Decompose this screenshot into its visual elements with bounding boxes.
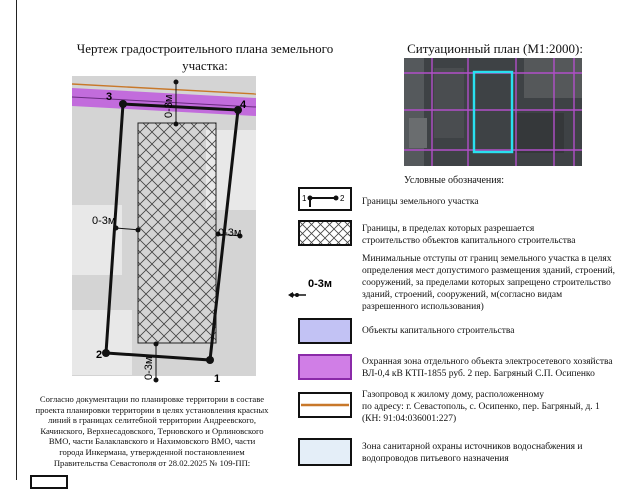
frame-border-line	[16, 0, 17, 480]
parcel-drawing-svg	[20, 60, 290, 390]
corner-point-1	[206, 356, 214, 364]
drawing-title-line2: участка:	[182, 58, 228, 73]
legend-symbol-sanitary-zone	[298, 438, 352, 466]
legend-text-capital-objects	[362, 325, 514, 337]
offset-label-bottom: 0-3м	[143, 356, 155, 380]
legend-line: разрешенного использования)	[362, 302, 484, 312]
legend-offset-label: 0-3м	[308, 278, 333, 290]
note-line: линий в границах селитебной территории Андреевского,	[48, 415, 256, 426]
legend-line: Охранная зона отдельного объекта электросетевого хозяйства	[362, 357, 613, 367]
legend-symbol-offsets	[286, 276, 348, 300]
drawing-title-line1: Чертеж градостроительного плана земельного	[76, 41, 334, 56]
planning-note	[22, 394, 282, 468]
note-line: Качинского, Верхнесадовского, Терновского и Орлиновского	[40, 425, 264, 436]
legend-text-construction-zone	[362, 223, 575, 247]
point-label-3: 3	[106, 91, 113, 103]
note-line: проекта планировки территории в целях установления красных	[35, 404, 269, 415]
legend-symbol-parcel-boundary	[298, 187, 352, 211]
legend-line: (КН: 91:04:036001:227)	[362, 414, 457, 424]
legend-line: зданий, строений, сооружений, м(согласно видам	[362, 290, 563, 300]
legend-text-gas-pipeline	[362, 389, 600, 425]
legend-line: водопроводов питьевого назначения	[362, 454, 509, 464]
offset-label-left: 0-3м	[92, 215, 116, 227]
offset-label-right: 0-3м	[218, 227, 242, 239]
parcel-drawing	[20, 60, 290, 390]
legend-line: Минимальные отступы от границ земельного участка в целях	[362, 254, 612, 264]
legend-text-sanitary-zone	[362, 441, 583, 465]
situation-plan-title: Ситуационный план (М1:2000):	[407, 41, 583, 56]
note-line: Согласно документации по планировке территории в составе	[39, 394, 265, 404]
corner-point-2	[102, 349, 110, 357]
note-line: ВМО, части Балаклавского и Нахимовского ВМО, части	[48, 436, 256, 447]
note-line: Правительства Севастополя от 28.02.2025 № 109-ПП:	[53, 457, 251, 468]
legend-line: Объекты капитального строительства	[362, 326, 515, 336]
legend-symbol-label-1: 1	[302, 194, 307, 203]
point-label-2: 2	[96, 349, 103, 361]
legend-symbol-power-zone	[298, 354, 352, 380]
legend-text-power-zone	[362, 356, 613, 380]
legend-line: Зона санитарной охраны источников водоснабжения и	[362, 442, 583, 452]
legend-line: Границы земельного участка	[362, 197, 479, 207]
legend-line: сооружений, за пределами которых запрещено строительство	[362, 278, 611, 288]
point-label-4: 4	[240, 99, 247, 111]
legend-title: Условные обозначения:	[404, 175, 505, 186]
situation-plan-image	[404, 58, 582, 166]
note-symbol-box	[30, 475, 68, 489]
legend-line: Границы, в пределах которых разрешается	[362, 224, 535, 234]
legend-line: строительство объектов капитального строительства	[362, 236, 576, 246]
legend-text-parcel-boundary	[362, 196, 479, 208]
legend-line: Газопровод к жилому дому, расположенному	[362, 390, 544, 400]
offset-label-top: 0-3м	[163, 94, 175, 118]
legend-symbol-gas-pipeline	[298, 392, 352, 418]
legend-line: по адресу: г. Севастополь, с. Осипенко, пер. Багряный, д. 1	[362, 402, 600, 412]
legend-line: определения мест допустимого размещения зданий, строений,	[362, 266, 616, 276]
legend-text-offsets	[362, 253, 615, 313]
point-label-1: 1	[214, 373, 221, 385]
legend-line: ВЛ-0,4 кВ КТП-1855 руб. 2 пер. Багряный С.П. Осипенко	[362, 369, 595, 379]
corner-point-3	[119, 100, 127, 108]
legend-symbol-capital-objects	[298, 318, 352, 344]
construction-allowed-zone	[138, 123, 216, 343]
note-line: города Инкермана, утвержденной постановлением	[59, 446, 245, 457]
legend-symbol-construction-zone	[298, 220, 352, 246]
situation-plan-map	[404, 58, 582, 166]
legend-symbol-label-2: 2	[340, 194, 345, 203]
